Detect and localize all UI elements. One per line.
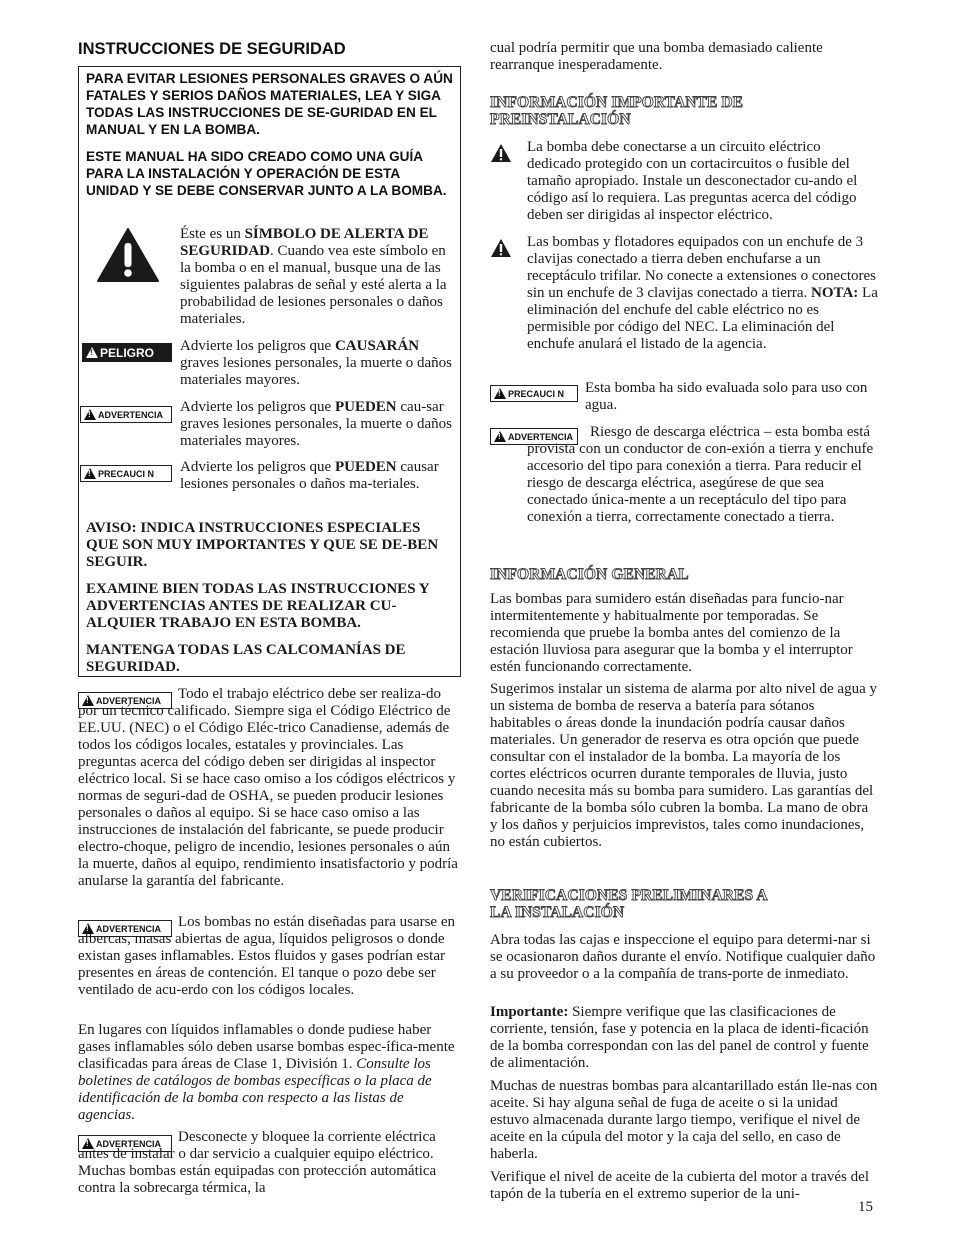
pool-warning-text: Los bombas no están diseñadas para usarse en albercas, masas abiertas de agua, líquidos peligrosos o donde existan gases inflamables. Estos fluidos y gases podrían estar presentes en áreas de contención. El tanque o pozo debe ser ventilado de acu-erdo con los códigos locales. [78,914,456,998]
oil-text: Muchas de nuestras bombas para alcantarillado están lle-nas con aceite. Si hay alguna señal de fuga de aceite o si la unidad estuvo almacenada durante largo tiempo, verifique el nivel de aceite en la cúpula del motor y la caja del sello, en caso de haberla. [490,1078,878,1162]
box-warning-1: PARA EVITAR LESIONES PERSONALES GRAVES O AÚN FATALES Y SERIOS DAÑOS MATERIALES, LEA Y SIGA TODAS LAS INSTRUCCIONES DE SE-GURIDAD EN EL MANUAL Y EN LA BOMBA. [86,71,453,137]
general-info-heading: INFORMACIÓN GENERAL [490,566,689,583]
mantenga-text: MANTENGA TODAS LAS CALCOMANÍAS DE SEGURIDAD. [86,642,406,675]
alert-triangle-icon [494,431,506,442]
shock-warning-text: Riesgo de descarga eléctrica – esta bomba está provista con un conductor de con-exión a tierra y enchufe accesorio del tipo para conexión a tierra. Para reducir el riesgo de descarga eléctrica, asegúrese de que sea conectado única-mente a un receptáculo del tipo para conexión a tierra, correctamente conectado a tierra. [527,424,874,525]
preliminary-checks-heading: VERIFICACIONES PRELIMINARES A LA INSTALACIÓN [490,887,767,921]
advertencia-badge: ! ADVERTENCIA [80,406,172,423]
important-text: Importante: Siempre verifique que las clasificaciones de corriente, tensión, fase y potencia en la placa de identi-ficación de la bomba correspondan con las del panel de control y fuente de alimentación. [490,1004,869,1071]
precaucion-badge: ! PRECAUCI N [80,465,172,482]
advertencia-badge: ! ADVERTENCIA [78,920,172,937]
water-only-text: Esta bomba ha sido evaluada solo para uso con agua. [585,380,868,413]
alert-triangle-icon [86,347,98,358]
peligro-badge: ! PELIGRO [82,343,172,362]
oil-check-text: Verifique el nivel de aceite de la cubierta del motor a través del tapón de la tubería en el extremo superior de la uni- [490,1169,869,1202]
disconnect-warning-text: Desconecte y bloquee la corriente eléctrica antes de instalar o dar servicio a cualquier equipo eléctrico. Muchas bombas están equipadas con protección automática contra la sobrecarga térmica, la [78,1129,437,1196]
examine-text: EXAMINE BIEN TODAS LAS INSTRUCCIONES Y ADVERTENCIAS ANTES DE REALIZAR CU-ALQUIER TRABAJO EN ESTA BOMBA. [86,581,430,631]
advertencia-badge: ! ADVERTENCIA [78,1135,172,1152]
precaucion-badge: ! PRECAUCI N [490,385,578,402]
advertencia-badge: ! ADVERTENCIA [490,428,578,445]
advertencia-badge: ! ADVERTENCIA [78,692,172,709]
general-text-1: Las bombas para sumidero están diseñadas para funcio-nar intermitentemente y habitualmente por temporadas. Se recomienda que pruebe la bomba antes del comienzo de la estación lluviosa para asegurar que la bomba y el interruptor estén funcionando correctamente. [490,591,853,675]
precaucion-text: Advierte los peligros que PUEDEN causar lesiones personales o daños ma-teriales. [180,459,439,492]
flammable-text: En lugares con líquidos inflamables o donde pudiese haber gases inflamables sólo deben usarse bombas espec-ífica-mente clasificadas para áreas de Clase 1, División 1. Consulte los boletines de catálogos de bombas específicas o la placa de identificación de la bomba con respecto a las listas de agencias. [78,1022,455,1123]
advertencia-text: Advierte los peligros que PUEDEN cau-sar graves lesiones personales, la muerte o daños materiales mayores. [180,399,452,449]
safety-symbol-text: Éste es un SÍMBOLO DE ALERTA DE SEGURIDAD. Cuando vea este símbolo en la bomba o en el manual, busque una de las siguientes palabras de señal y esté alerta a la probabilidad de lesiones personales o daños materiales. [180,226,447,327]
continuation-text: cual podría permitir que una bomba demasiado caliente rearranque inesperadamente. [490,40,823,73]
alert-triangle-icon [84,468,96,479]
preinstall-heading: INFORMACIÓN IMPORTANTE DE PREINSTALACIÓN [490,94,744,128]
box-warning-2: ESTE MANUAL HA SIDO CREADO COMO UNA GUÍA PARA LA INSTALACIÓN Y OPERACIÓN DE ESTA UNIDAD Y SE DEBE CONSERVAR JUNTO A LA BOMBA. [86,149,447,198]
aviso-text: AVISO: INDICA INSTRUCCIONES ESPECIALES QUE SON MUY IMPORTANTES Y QUE SE DE-BEN SEGUIR. [86,520,439,570]
page-number: 15 [858,1199,873,1215]
electrical-warning-text: Todo el trabajo eléctrico debe ser realiza-do por un técnico calificado. Siempre siga el Código Eléctrico de EE.UU. (NEC) o el Código Eléc-trico Canadiense, además de todos los códigos locales, estatales y provinciales. Las preguntas acerca del código deben ser dirigidas al inspector eléctrico local. Si se hace caso omiso a los códigos eléctricos y normas de seguri-dad de OSHA, se pueden producir lesiones personales o daños al equipo. Si se hace caso omiso a las instrucciones de instalación del fabricante, se puede producir electro-choque, peligro de incendio, lesiones personales o aún la muerte, daños al equipo, rendimiento insatisfactorio y podría anularse la garantía del fabricante. [78,686,458,889]
alert-triangle-icon [84,409,96,420]
plug-text: Las bombas y flotadores equipados con un enchufe de 3 clavijas conectado a tierra deben enchufarse a un receptáculo trifilar. No conecte a extensiones o conectores sin un enchufe de 3 clavijas conectado a tierra. NOTA: La eliminación del enchufe del cable eléctrico no es permisible por código del NEC. La eliminación del enchufe anulará el listado de la agencia. [527,234,878,352]
section-title: INSTRUCCIONES DE SEGURIDAD [78,40,346,58]
alert-triangle-icon [490,143,512,163]
general-text-2: Sugerimos instalar un sistema de alarma por alto nivel de agua y un sistema de bomba de reserva a batería para sótanos habitables o áreas donde la inundación podría causar daños materiales. Un generador de reserva es otra opción que puede consultar con el instalador de la bomba. La mayoría de los cortes eléctricos ocurren durante temporales de lluvia, justo cuando necesita más su bomba para sumidero. Las garantías del fabricante de la bomba sólo cubren la bomba. La mano de obra y los daños y perjuicios imprevistos, tales como inundaciones, no están cubiertos. [490,681,877,850]
inspect-text: Abra todas las cajas e inspeccione el equipo para determi-nar si se ocasionaron daños durante el envío. Notifique cualquier daño a su proveedor o a la compañía de trans-porte de inmediato. [490,932,876,982]
peligro-text: Advierte los peligros que CAUSARÁN graves lesiones personales, la muerte o daños materiales mayores. [180,338,452,388]
circuit-text: La bomba debe conectarse a un circuito eléctrico dedicado protegido con un cortacircuitos o fusible del tamaño apropiado. Instale un desconectador cu-ando el código así lo requiera. Las preguntas acerca del código deben ser dirigidas al inspector eléctrico. [527,139,858,223]
alert-triangle-icon [494,388,506,399]
alert-triangle-icon [490,238,512,258]
safety-alert-symbol-icon [96,227,160,283]
